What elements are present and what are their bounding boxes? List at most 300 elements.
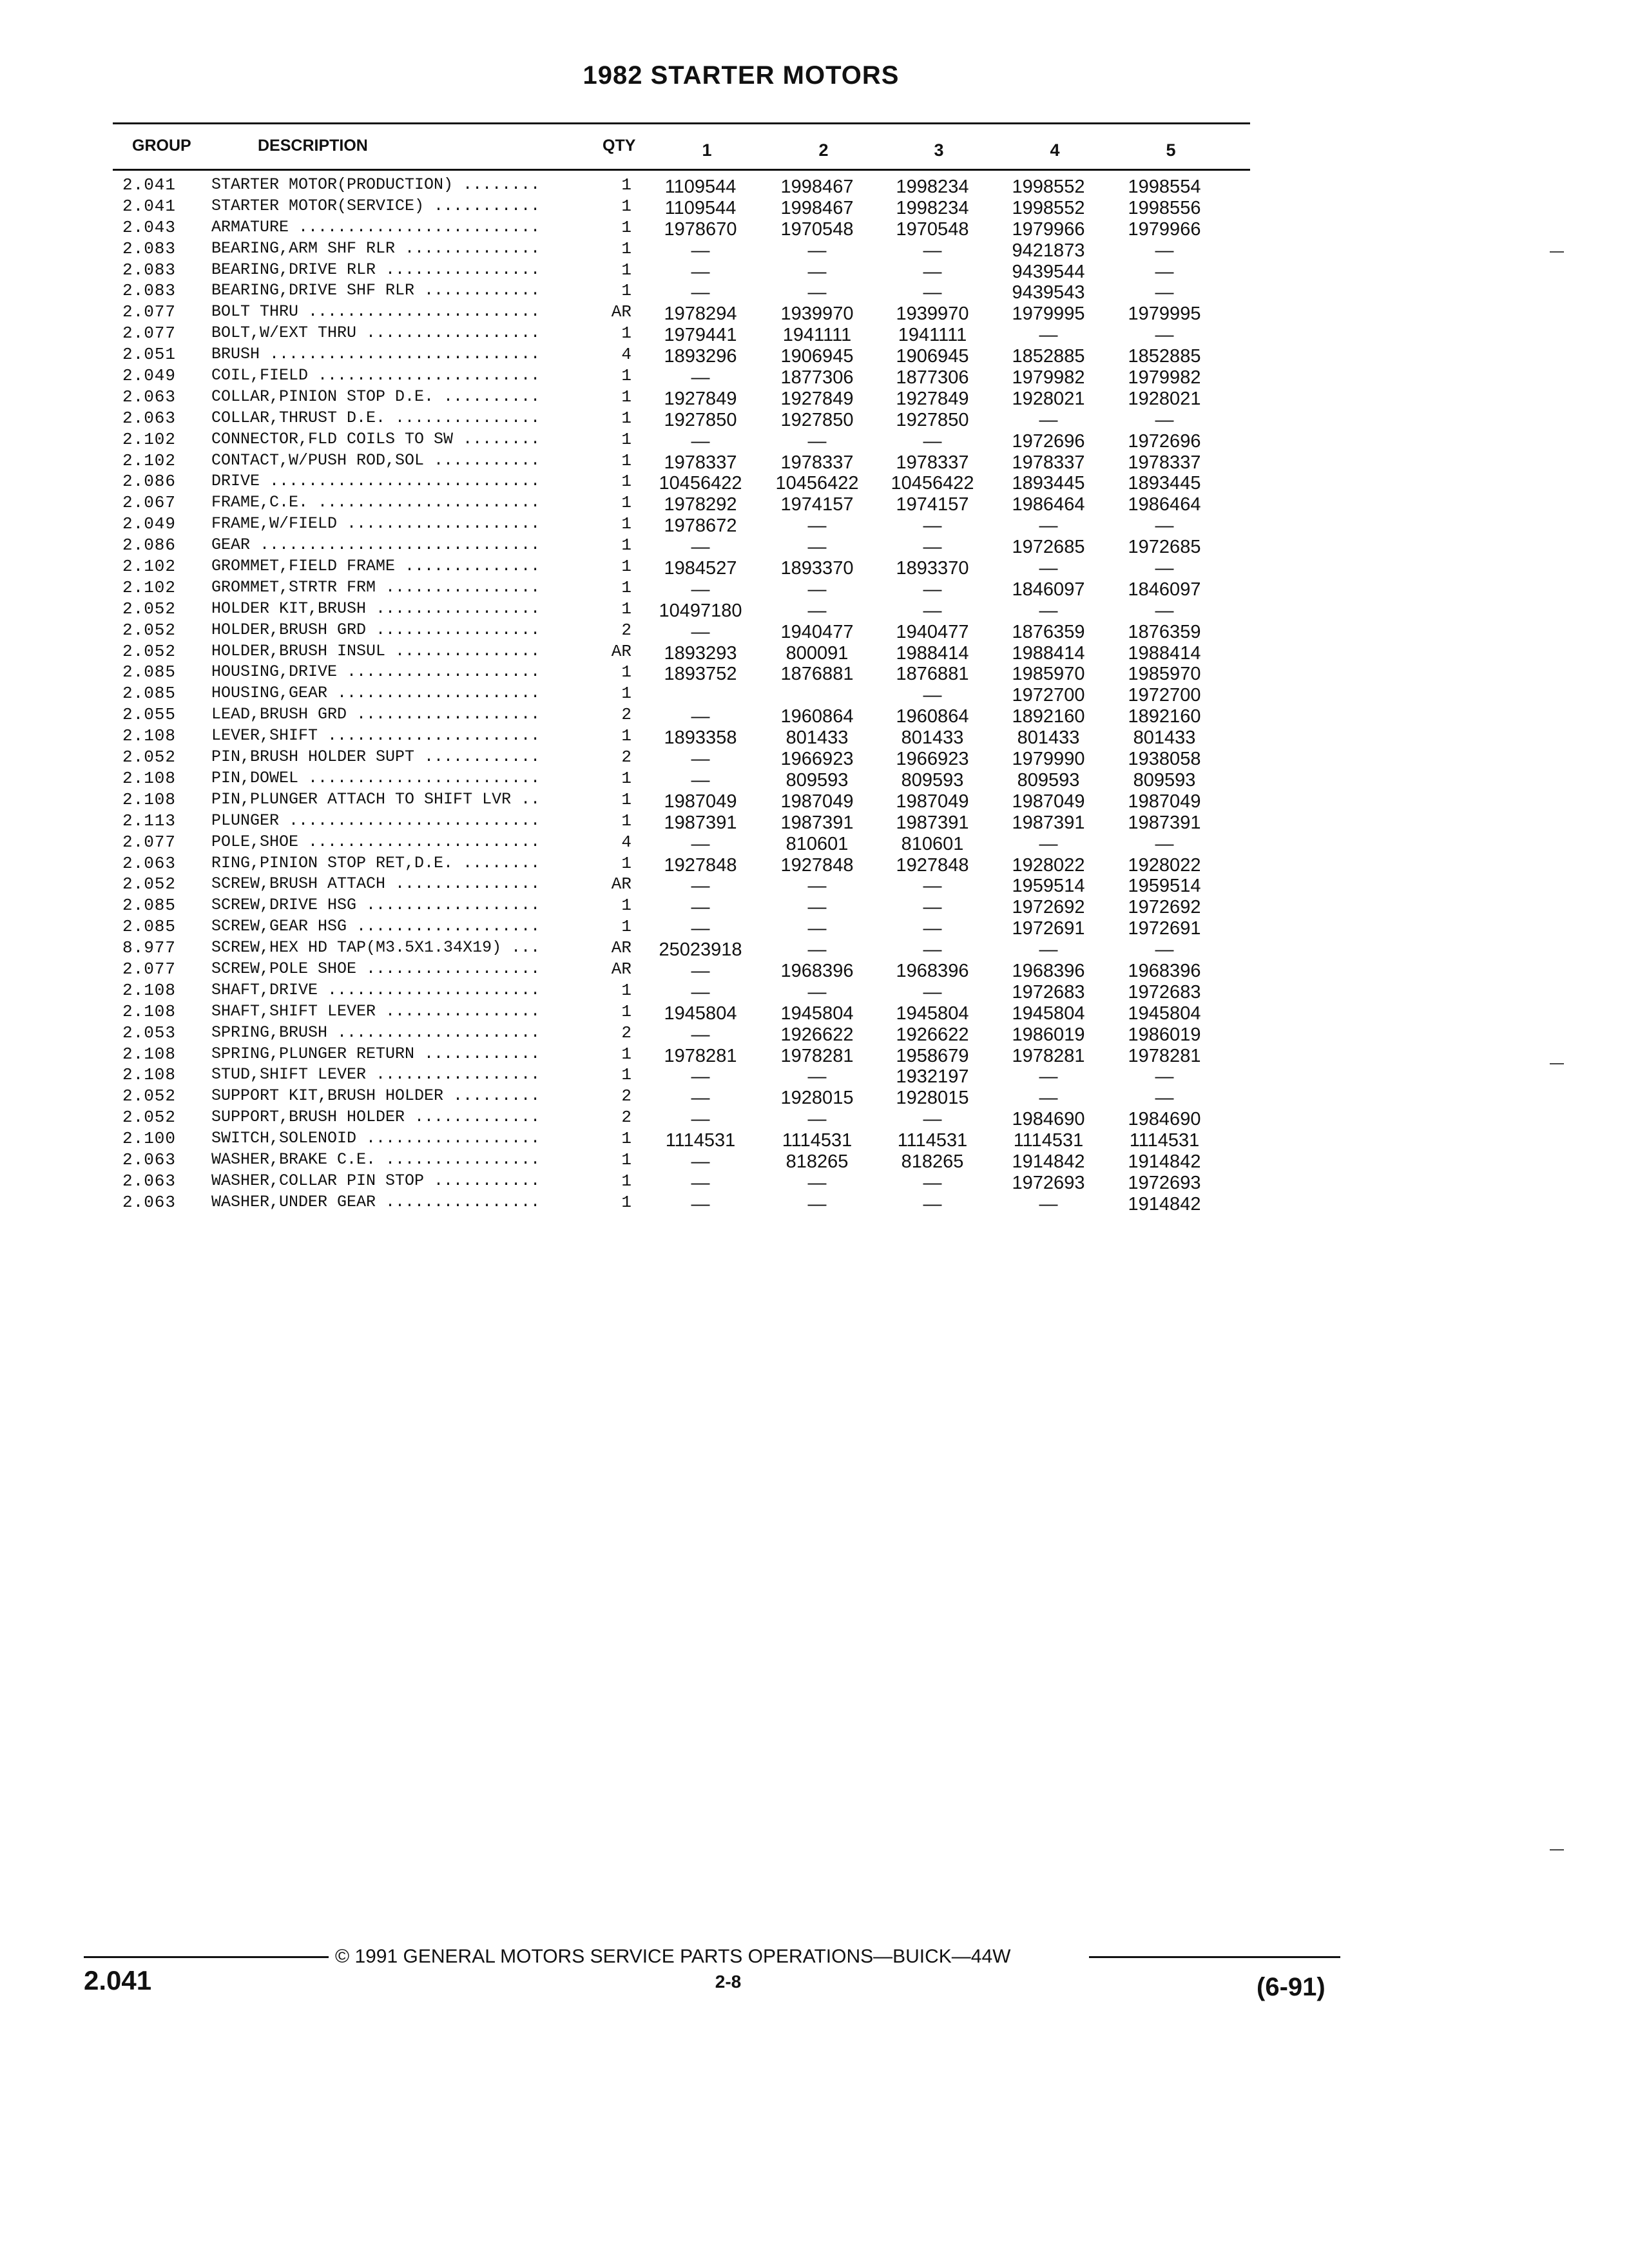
part-number-cell: — (807, 261, 827, 282)
table-row (0, 1002, 1629, 1023)
table-row (0, 1065, 1629, 1086)
description-cell: SCREW,HEX HD TAP(M3.5X1.34X19) ... (211, 938, 541, 957)
part-number-cell: 1893445 (1128, 473, 1201, 494)
part-number-cell: — (1039, 409, 1058, 430)
parts-table (0, 175, 1629, 1214)
qty-cell: 2 (621, 1023, 631, 1043)
part-number-cell: — (691, 749, 710, 770)
part-number-cell: — (1155, 261, 1174, 282)
part-number-cell: — (691, 706, 710, 727)
description-cell: PIN,PLUNGER ATTACH TO SHIFT LVR .. (211, 789, 541, 809)
description-cell: FRAME,W/FIELD .................... (211, 514, 541, 533)
part-number-cell: 1978337 (896, 452, 969, 473)
qty-cell: AR (611, 302, 631, 322)
part-number-cell: 1945804 (664, 1003, 737, 1024)
part-number-cell: 1979966 (1128, 218, 1201, 240)
part-number-cell: 1941111 (782, 325, 852, 346)
description-cell: SPRING,PLUNGER RETURN ............ (211, 1044, 541, 1063)
qty-cell: 1 (621, 387, 631, 407)
part-number-cell: — (807, 515, 827, 537)
table-row (0, 281, 1629, 302)
description-cell: COLLAR,PINION STOP D.E. .......... (211, 387, 541, 406)
part-number-cell: — (691, 833, 710, 854)
group-cell: 2.063 (122, 408, 177, 428)
group-cell: 8.977 (122, 938, 177, 958)
part-number-cell: 10456422 (775, 473, 859, 494)
part-number-cell: — (691, 960, 710, 981)
table-row (0, 239, 1629, 260)
description-cell: WASHER,COLLAR PIN STOP ........... (211, 1171, 541, 1190)
col-header-2: 2 (818, 140, 829, 160)
part-number-cell: 1927850 (780, 409, 854, 430)
part-number-cell: — (1039, 325, 1058, 346)
part-number-cell: 1876359 (1012, 621, 1085, 642)
qty-cell: 1 (621, 917, 631, 937)
part-number-cell: — (807, 240, 827, 261)
part-number-cell: 1932197 (896, 1066, 969, 1088)
header-bottom-rule (113, 169, 1250, 171)
part-number-cell: — (691, 1088, 710, 1109)
qty-cell: 1 (621, 557, 631, 577)
qty-cell: 2 (621, 620, 631, 640)
qty-cell: 1 (621, 684, 631, 704)
part-number-cell: 1972683 (1128, 981, 1201, 1003)
part-number-cell: 10456422 (659, 473, 742, 494)
part-number-cell: — (1155, 325, 1174, 346)
part-number-cell: — (691, 876, 710, 897)
part-number-cell: 1893445 (1012, 473, 1085, 494)
part-number-cell: 1114531 (1013, 1130, 1084, 1151)
group-cell: 2.049 (122, 366, 177, 386)
description-cell: HOLDER,BRUSH INSUL ............... (211, 641, 541, 660)
description-cell: HOLDER,BRUSH GRD ................. (211, 620, 541, 639)
group-cell: 2.063 (122, 1149, 177, 1169)
part-number-cell: 1928015 (896, 1088, 969, 1109)
table-row (0, 705, 1629, 726)
part-number-cell: — (923, 1193, 942, 1215)
group-cell: 2.108 (122, 980, 177, 1000)
part-number-cell: 1846097 (1128, 579, 1201, 600)
part-number-cell: 1927848 (780, 854, 854, 876)
part-number-cell: 1852885 (1012, 346, 1085, 367)
group-cell: 2.052 (122, 874, 177, 894)
part-number-cell: 801433 (1017, 727, 1080, 749)
qty-cell: 1 (621, 175, 631, 195)
part-number-cell: 1893296 (664, 346, 737, 367)
part-number-cell: 1893752 (664, 664, 737, 685)
group-cell: 2.083 (122, 238, 177, 258)
description-cell: CONTACT,W/PUSH ROD,SOL ........... (211, 450, 541, 470)
description-cell: LEAD,BRUSH GRD ................... (211, 705, 541, 724)
table-row (0, 408, 1629, 430)
description-cell: BEARING,ARM SHF RLR .............. (211, 238, 541, 258)
description-cell: SPRING,BRUSH ..................... (211, 1023, 541, 1042)
part-number-cell: 1972700 (1012, 685, 1085, 706)
description-cell: POLE,SHOE ........................ (211, 832, 541, 851)
part-number-cell: 1972696 (1128, 430, 1201, 452)
part-number-cell: — (691, 1172, 710, 1193)
part-number-cell: — (691, 1109, 710, 1130)
part-number-cell: — (923, 897, 942, 918)
part-number-cell: — (1155, 833, 1174, 854)
part-number-cell: — (1039, 558, 1058, 579)
part-number-cell: 9439543 (1012, 282, 1085, 303)
part-number-cell: 1968396 (1012, 960, 1085, 981)
group-cell: 2.102 (122, 577, 177, 597)
part-number-cell: 810601 (901, 833, 964, 854)
part-number-cell: 1970548 (896, 218, 969, 240)
qty-cell: 2 (621, 705, 631, 725)
part-number-cell: 1945804 (896, 1003, 969, 1024)
description-cell: BRUSH ............................ (211, 345, 541, 364)
part-number-cell: 1939970 (780, 303, 854, 325)
group-cell: 2.108 (122, 789, 177, 809)
table-row (0, 1086, 1629, 1108)
part-number-cell: — (1155, 409, 1174, 430)
group-cell: 2.100 (122, 1129, 177, 1149)
footer-page-number: 2-8 (715, 1972, 742, 1992)
part-number-cell: 1966923 (780, 749, 854, 770)
description-cell: SCREW,POLE SHOE .................. (211, 959, 541, 978)
part-number-cell: 1987049 (896, 791, 969, 812)
qty-cell: 1 (621, 726, 631, 746)
part-number-cell: 1928022 (1128, 854, 1201, 876)
description-cell: COLLAR,THRUST D.E. ............... (211, 408, 541, 427)
description-cell: SUPPORT KIT,BRUSH HOLDER ......... (211, 1086, 541, 1106)
part-number-cell: 1972685 (1128, 537, 1201, 558)
group-cell: 2.108 (122, 1065, 177, 1085)
part-number-cell: 801433 (901, 727, 964, 749)
part-number-cell: 809593 (1133, 769, 1196, 791)
part-number-cell: — (1039, 1066, 1058, 1088)
footer-date: (6-91) (1257, 1973, 1325, 2001)
part-number-cell: 1988414 (1012, 642, 1085, 664)
table-row (0, 684, 1629, 705)
part-number-cell: 1927850 (896, 409, 969, 430)
part-number-cell: 809593 (1017, 769, 1080, 791)
part-number-cell: 1114531 (1129, 1130, 1200, 1151)
table-row (0, 366, 1629, 387)
part-number-cell: 818265 (901, 1151, 964, 1172)
part-number-cell: 1987391 (896, 812, 969, 833)
part-number-cell: 1972692 (1128, 897, 1201, 918)
part-number-cell: 1979982 (1012, 367, 1085, 389)
part-number-cell: — (691, 367, 710, 389)
part-number-cell: 1928015 (780, 1088, 854, 1109)
part-number-cell: 1987049 (1012, 791, 1085, 812)
table-row (0, 323, 1629, 345)
part-number-cell: 1893370 (780, 558, 854, 579)
part-number-cell: — (691, 240, 710, 261)
part-number-cell: — (1039, 1193, 1058, 1215)
part-number-cell: — (807, 918, 827, 939)
qty-cell: 2 (621, 1108, 631, 1128)
description-cell: SCREW,DRIVE HSG .................. (211, 896, 541, 915)
margin-mark (1550, 1849, 1564, 1850)
table-row (0, 599, 1629, 620)
qty-cell: 1 (621, 1065, 631, 1085)
table-row (0, 175, 1629, 197)
part-number-cell: 1984690 (1012, 1109, 1085, 1130)
part-number-cell: 1987049 (780, 791, 854, 812)
part-number-cell: 1978337 (664, 452, 737, 473)
group-cell: 2.113 (122, 811, 177, 831)
description-cell: STUD,SHIFT LEVER ................. (211, 1065, 541, 1084)
part-number-cell: 1985970 (1128, 664, 1201, 685)
table-row (0, 1171, 1629, 1193)
qty-cell: 1 (621, 260, 631, 280)
group-cell: 2.083 (122, 260, 177, 280)
part-number-cell: 1987391 (1012, 812, 1085, 833)
qty-cell: 1 (621, 853, 631, 873)
part-number-cell: — (1155, 600, 1174, 621)
group-cell: 2.041 (122, 175, 177, 195)
qty-cell: AR (611, 874, 631, 894)
part-number-cell: 1968396 (780, 960, 854, 981)
part-number-cell: — (691, 282, 710, 303)
part-number-cell: — (691, 769, 710, 791)
part-number-cell: — (1155, 1088, 1174, 1109)
part-number-cell: — (807, 981, 827, 1003)
part-number-cell: 1986019 (1128, 1024, 1201, 1045)
part-number-cell: 1968396 (896, 960, 969, 981)
part-number-cell: — (691, 621, 710, 642)
col-header-5: 5 (1166, 140, 1176, 160)
table-row (0, 345, 1629, 366)
part-number-cell: 1928021 (1012, 388, 1085, 409)
qty-cell: 4 (621, 832, 631, 852)
part-number-cell: 1927850 (664, 409, 737, 430)
part-number-cell: 1939970 (896, 303, 969, 325)
table-row (0, 578, 1629, 599)
margin-mark (1550, 251, 1564, 253)
part-number-cell: 1945804 (1012, 1003, 1085, 1024)
qty-cell: 1 (621, 1129, 631, 1149)
qty-cell: AR (611, 938, 631, 958)
part-number-cell: — (923, 1172, 942, 1193)
part-number-cell: — (807, 1109, 827, 1130)
part-number-cell: 1998552 (1012, 177, 1085, 197)
part-number-cell: — (1155, 558, 1174, 579)
col-header-group: GROUP (132, 137, 191, 155)
part-number-cell: — (923, 537, 942, 558)
qty-cell: 1 (621, 429, 631, 449)
group-cell: 2.053 (122, 1023, 177, 1043)
description-cell: PIN,BRUSH HOLDER SUPT ............ (211, 747, 541, 767)
description-cell: SWITCH,SOLENOID .................. (211, 1129, 541, 1148)
part-number-cell: 1852885 (1128, 346, 1201, 367)
qty-cell: 1 (621, 408, 631, 428)
part-number-cell: — (1039, 600, 1058, 621)
qty-cell: 1 (621, 323, 631, 343)
part-number-cell: 1979990 (1012, 749, 1085, 770)
group-cell: 2.086 (122, 535, 177, 555)
group-cell: 2.086 (122, 472, 177, 492)
qty-cell: AR (611, 959, 631, 979)
part-number-cell: 1978337 (1128, 452, 1201, 473)
part-number-cell: 1892160 (1012, 706, 1085, 727)
part-number-cell: 1979966 (1012, 218, 1085, 240)
part-number-cell: 1940477 (896, 621, 969, 642)
col-header-description: DESCRIPTION (258, 137, 368, 155)
part-number-cell: 1978337 (780, 452, 854, 473)
description-cell: STARTER MOTOR(PRODUCTION) ........ (211, 175, 541, 194)
part-number-cell: 9421873 (1012, 240, 1085, 261)
part-number-cell: 818265 (786, 1151, 849, 1172)
part-number-cell: 1988414 (1128, 642, 1201, 664)
part-number-cell: 1972696 (1012, 430, 1085, 452)
part-number-cell: 1960864 (896, 706, 969, 727)
group-cell: 2.063 (122, 853, 177, 873)
part-number-cell: 1914842 (1128, 1193, 1201, 1215)
part-number-cell: 1926622 (780, 1024, 854, 1045)
part-number-cell: 1978337 (1012, 452, 1085, 473)
part-number-cell: 1927849 (780, 388, 854, 409)
description-cell: DRIVE ............................ (211, 472, 541, 491)
group-cell: 2.052 (122, 641, 177, 661)
margin-mark (1550, 1063, 1564, 1064)
qty-cell: 1 (621, 789, 631, 809)
part-number-cell: 1945804 (1128, 1003, 1201, 1024)
part-number-cell: 1928021 (1128, 388, 1201, 409)
qty-cell: 1 (621, 1192, 631, 1212)
part-number-cell: 1979995 (1128, 303, 1201, 325)
part-number-cell: 1998467 (780, 177, 854, 197)
part-number-cell: 1974157 (780, 494, 854, 515)
part-number-cell: 1893370 (896, 558, 969, 579)
part-number-cell: 1978672 (664, 515, 737, 537)
part-number-cell: — (923, 939, 942, 961)
group-cell: 2.085 (122, 896, 177, 916)
part-number-cell: — (807, 876, 827, 897)
qty-cell: 1 (621, 472, 631, 492)
part-number-cell: 1927849 (896, 388, 969, 409)
qty-cell: 2 (621, 1086, 631, 1106)
part-number-cell: 1998467 (780, 197, 854, 218)
part-number-cell: 1978292 (664, 494, 737, 515)
description-cell: FRAME,C.E. ....................... (211, 493, 541, 512)
part-number-cell: 1938058 (1128, 749, 1201, 770)
description-cell: CONNECTOR,FLD COILS TO SW ........ (211, 429, 541, 448)
table-row (0, 620, 1629, 642)
table-row (0, 218, 1629, 239)
part-number-cell: 1987049 (664, 791, 737, 812)
qty-cell: 1 (621, 1171, 631, 1191)
part-number-cell: — (923, 430, 942, 452)
part-number-cell: — (923, 685, 942, 706)
table-row (0, 451, 1629, 472)
part-number-cell: 1914842 (1128, 1151, 1201, 1172)
part-number-cell: — (807, 600, 827, 621)
qty-cell: 1 (621, 514, 631, 534)
part-number-cell: — (691, 897, 710, 918)
part-number-cell: — (691, 981, 710, 1003)
table-row (0, 514, 1629, 535)
part-number-cell: 1978281 (1012, 1045, 1085, 1066)
part-number-cell: — (923, 240, 942, 261)
part-number-cell: 1970548 (780, 218, 854, 240)
col-header-1: 1 (702, 140, 712, 160)
part-number-cell: 1972700 (1128, 685, 1201, 706)
part-number-cell: 1927849 (664, 388, 737, 409)
part-number-cell: 809593 (901, 769, 964, 791)
qty-cell: 1 (621, 1001, 631, 1021)
group-cell: 2.052 (122, 599, 177, 619)
group-cell: 2.077 (122, 323, 177, 343)
table-row (0, 1193, 1629, 1214)
part-number-cell: 1998234 (896, 177, 969, 197)
part-number-cell: — (691, 1193, 710, 1215)
qty-cell: 4 (621, 345, 631, 365)
table-row (0, 1129, 1629, 1150)
group-cell: 2.077 (122, 959, 177, 979)
description-cell: BEARING,DRIVE SHF RLR ............ (211, 281, 541, 300)
part-number-cell: 1972693 (1128, 1172, 1201, 1193)
footer-copyright: © 1991 GENERAL MOTORS SERVICE PARTS OPERATIONS—BUICK—44W (335, 1946, 1011, 1967)
part-number-cell: 1972692 (1012, 897, 1085, 918)
description-cell: SCREW,BRUSH ATTACH ............... (211, 874, 541, 894)
part-number-cell: 1114531 (665, 1130, 736, 1151)
qty-cell: 1 (621, 535, 631, 555)
part-number-cell: — (807, 1066, 827, 1088)
group-cell: 2.063 (122, 387, 177, 407)
part-number-cell: 1986464 (1012, 494, 1085, 515)
part-number-cell: — (691, 1066, 710, 1088)
table-row (0, 197, 1629, 218)
description-cell: HOLDER KIT,BRUSH ................. (211, 599, 541, 618)
qty-cell: 2 (621, 747, 631, 767)
part-number-cell: 1978281 (780, 1045, 854, 1066)
part-number-cell: — (1039, 515, 1058, 537)
table-row (0, 430, 1629, 451)
part-number-cell: — (1039, 1088, 1058, 1109)
part-number-cell: 1972691 (1012, 918, 1085, 939)
group-cell: 2.041 (122, 196, 177, 216)
qty-cell: 1 (621, 1149, 631, 1169)
group-cell: 2.083 (122, 281, 177, 301)
part-number-cell: 1987391 (1128, 812, 1201, 833)
part-number-cell: — (807, 579, 827, 600)
footer-rule-left (84, 1956, 329, 1958)
qty-cell: 1 (621, 196, 631, 216)
description-cell: BOLT,W/EXT THRU .................. (211, 323, 541, 343)
table-row (0, 1044, 1629, 1066)
part-number-cell: 1998554 (1128, 177, 1201, 197)
description-cell: COIL,FIELD ....................... (211, 366, 541, 385)
qty-cell: 1 (621, 896, 631, 916)
part-number-cell: — (691, 537, 710, 558)
group-cell: 2.108 (122, 726, 177, 746)
description-cell: BOLT THRU ........................ (211, 302, 541, 322)
group-cell: 2.102 (122, 429, 177, 449)
table-row (0, 302, 1629, 323)
part-number-cell: — (1039, 939, 1058, 961)
description-cell: RING,PINION STOP RET,D.E. ........ (211, 853, 541, 872)
group-cell: 2.102 (122, 557, 177, 577)
part-number-cell: 1927848 (896, 854, 969, 876)
description-cell: SHAFT,SHIFT LEVER ................ (211, 1001, 541, 1021)
table-row (0, 1023, 1629, 1044)
part-number-cell: 1959514 (1128, 876, 1201, 897)
part-number-cell: 1978281 (1128, 1045, 1201, 1066)
part-number-cell: 1846097 (1012, 579, 1085, 600)
part-number-cell: 1928022 (1012, 854, 1085, 876)
description-cell: WASHER,BRAKE C.E. ................ (211, 1149, 541, 1169)
group-cell: 2.102 (122, 450, 177, 470)
footer-group-code: 2.041 (84, 1965, 152, 1995)
description-cell: HOUSING,DRIVE .................... (211, 662, 541, 682)
part-number-cell: 1966923 (896, 749, 969, 770)
